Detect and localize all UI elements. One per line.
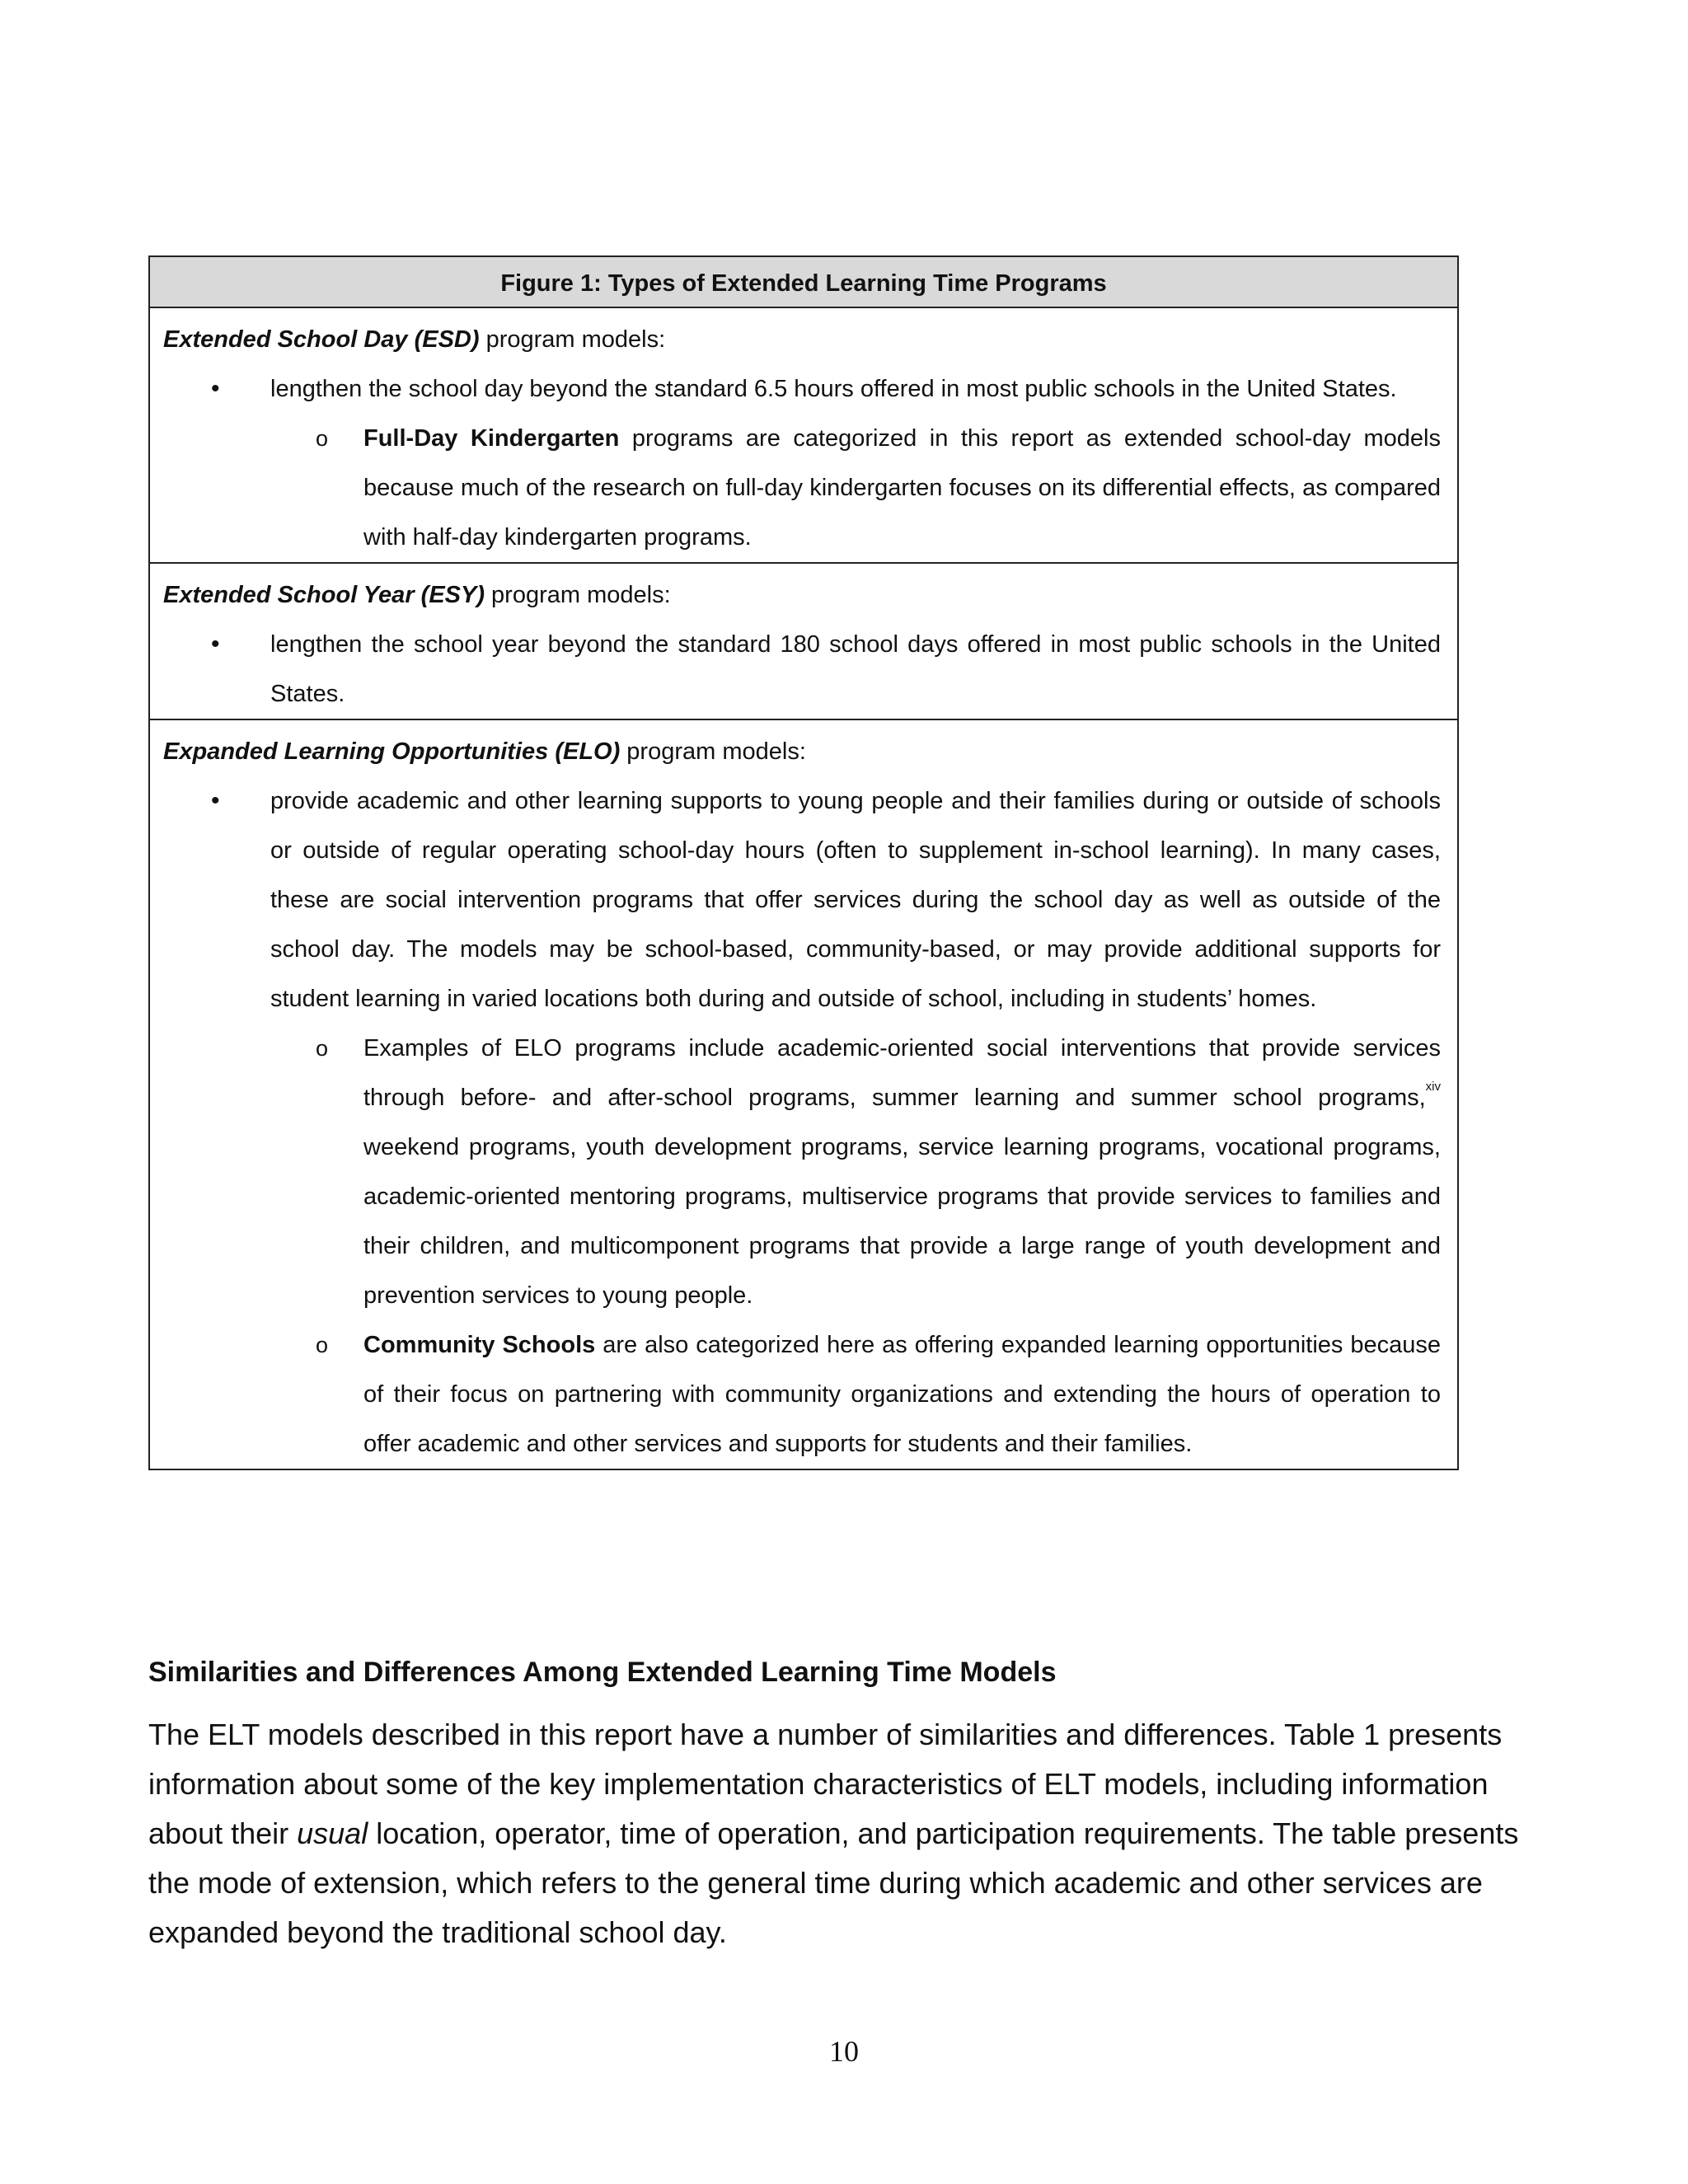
sub-bullet-item — [163, 414, 1441, 562]
section-esy — [150, 562, 1457, 719]
body-paragraph — [148, 1710, 1550, 1957]
model-suffix: program models: — [485, 582, 671, 608]
model-suffix: program models: — [479, 326, 666, 353]
bullet-text: provide academic and other learning supports to young people and their families during or outside of schools or outside of regular operating school-day hours (often to supplement in-school learning). In many cases, these are social intervention programs that offer services during the school day as well as outside of the school day. The models may be school-based, community-based, or may provide additional supports for student learning in varied locations both during and outside of school, including in students’ homes. — [270, 788, 1441, 1012]
section-title — [163, 727, 1441, 776]
bullet-icon: • — [211, 787, 220, 814]
paragraph-emphasis: usual — [297, 1816, 368, 1850]
bullet-icon: • — [211, 630, 220, 658]
sub-bullet-bold: Community Schools — [363, 1332, 596, 1358]
model-name: Extended School Day (ESD) — [163, 326, 480, 353]
bullet-icon: • — [211, 375, 220, 402]
sub-bullet-icon: o — [316, 426, 329, 451]
model-suffix: program models: — [620, 738, 806, 765]
section-title — [163, 570, 1441, 620]
endnote-marker[interactable]: xiv — [1425, 1080, 1441, 1094]
section-title — [163, 315, 1441, 364]
sub-bullet-icon: o — [316, 1333, 329, 1357]
model-name: Expanded Learning Opportunities (ELO) — [163, 738, 621, 765]
model-name: Extended School Year (ESY) — [163, 582, 485, 608]
paragraph-part-2: location, operator, time of operation, and participation requirements. The table presents the mode of extension, which refers to the general time during which academic and other services are expanded beyond the traditional school day. — [148, 1816, 1519, 1949]
sub-bullet-bold: Full-Day Kindergarten — [363, 425, 620, 452]
figure-box — [148, 255, 1459, 1470]
bullet-text: lengthen the school day beyond the standard 6.5 hours offered in most public schools in the United States. — [270, 376, 1397, 402]
sub-bullet-text-cont: weekend programs, youth development programs, service learning programs, vocational programs, academic-oriented mentoring programs, multiservice programs that provide services to families and their children, and multicomponent programs that provide a large range of youth development and prevention services to young people. — [363, 1134, 1441, 1309]
bullet-text: lengthen the school year beyond the standard 180 school days offered in most public schools in the United States. — [270, 631, 1441, 707]
sub-bullet-text: are also categorized here as offering expanded learning opportunities because of their focus on partnering with community organizations and extending the hours of operation to offer academic and other services and supports for students and their families. — [363, 1332, 1441, 1457]
sub-bullet-icon: o — [316, 1036, 329, 1061]
section-heading: Similarities and Differences Among Extended Learning Time Models — [148, 1657, 1057, 1688]
sub-bullet-text: programs are categorized in this report as extended school-day models because much of the research on full-day kindergarten focuses on its differential effects, as compared with half-day kindergarten programs. — [363, 425, 1441, 551]
bullet-item — [163, 776, 1441, 1024]
section-elo — [150, 719, 1457, 1469]
bullet-item — [163, 620, 1441, 719]
sub-bullet-item — [163, 1024, 1441, 1320]
section-esd — [150, 308, 1457, 562]
paragraph-part-1: The ELT models described in this report have a number of similarities and differences. Table 1 presents information about some of the key implementation characteristics of ELT models, including information about their — [148, 1718, 1503, 1850]
figure-title: Figure 1: Types of Extended Learning Time Programs — [150, 257, 1457, 308]
page-number: 10 — [829, 2035, 859, 2068]
bullet-item — [163, 364, 1441, 414]
sub-bullet-item — [163, 1320, 1441, 1469]
sub-bullet-text: Examples of ELO programs include academic-oriented social interventions that provide services through before- and after-school programs, summer learning and summer school programs, — [363, 1035, 1441, 1111]
